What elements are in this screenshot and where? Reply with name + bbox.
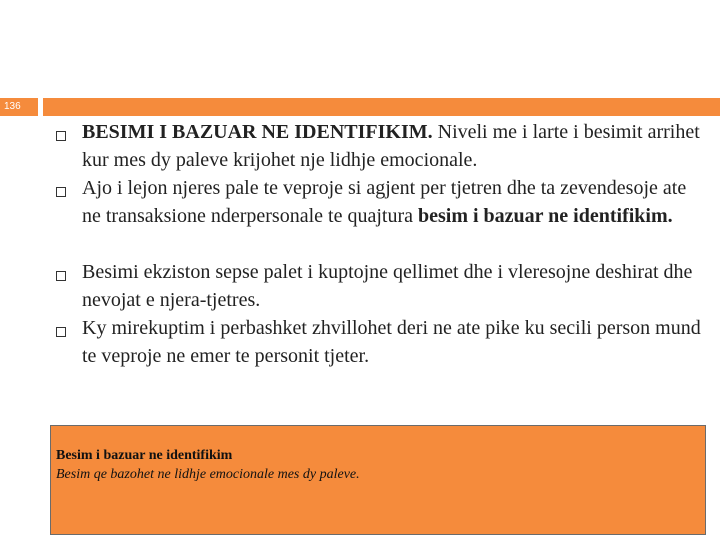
header-accent-bar: [43, 98, 720, 116]
bullet-item-4: [54, 314, 704, 370]
slide-number: 136: [4, 101, 21, 112]
square-bullet-icon: [56, 327, 66, 337]
definition-text: Besim qe bazohet ne lidhje emocionale mes dy paleve.: [56, 467, 360, 482]
bullet-4-text: Ky mirekuptim i perbashket zhvillohet deri ne ate pike ku secili person mund te veproje ne emer te personit tjeter.: [82, 317, 701, 367]
bullet-1-bold: BESIMI I BAZUAR NE IDENTIFIKIM.: [82, 121, 433, 143]
bullet-2-bold: besim i bazuar ne identifikim.: [417, 205, 673, 227]
slide-number-bar: [0, 98, 38, 116]
bullet-1-text: Niveli me i larte i besimit arrihet kur mes dy paleve krijohet nje lidhje emocionale.: [82, 121, 700, 171]
bullet-list: [54, 118, 704, 370]
definition-box: [50, 425, 706, 535]
definition-term: Besim i bazuar ne identifikim: [56, 448, 233, 463]
bullet-item-3: [54, 258, 704, 314]
bullet-3-text: Besimi ekziston sepse palet i kuptojne qellimet dhe i vleresojne deshirat dhe nevojat e njera-tjetres.: [82, 261, 693, 311]
bullet-2-text: Ajo i lejon njeres pale te veproje si agjent per tjetren dhe ta zevendesoje ate ne transaksione nderpersonale te quajtura: [82, 177, 687, 227]
square-bullet-icon: [56, 131, 66, 141]
square-bullet-icon: [56, 187, 66, 197]
bullet-item-2: [54, 174, 704, 258]
bullet-item-1: [54, 118, 704, 174]
square-bullet-icon: [56, 271, 66, 281]
